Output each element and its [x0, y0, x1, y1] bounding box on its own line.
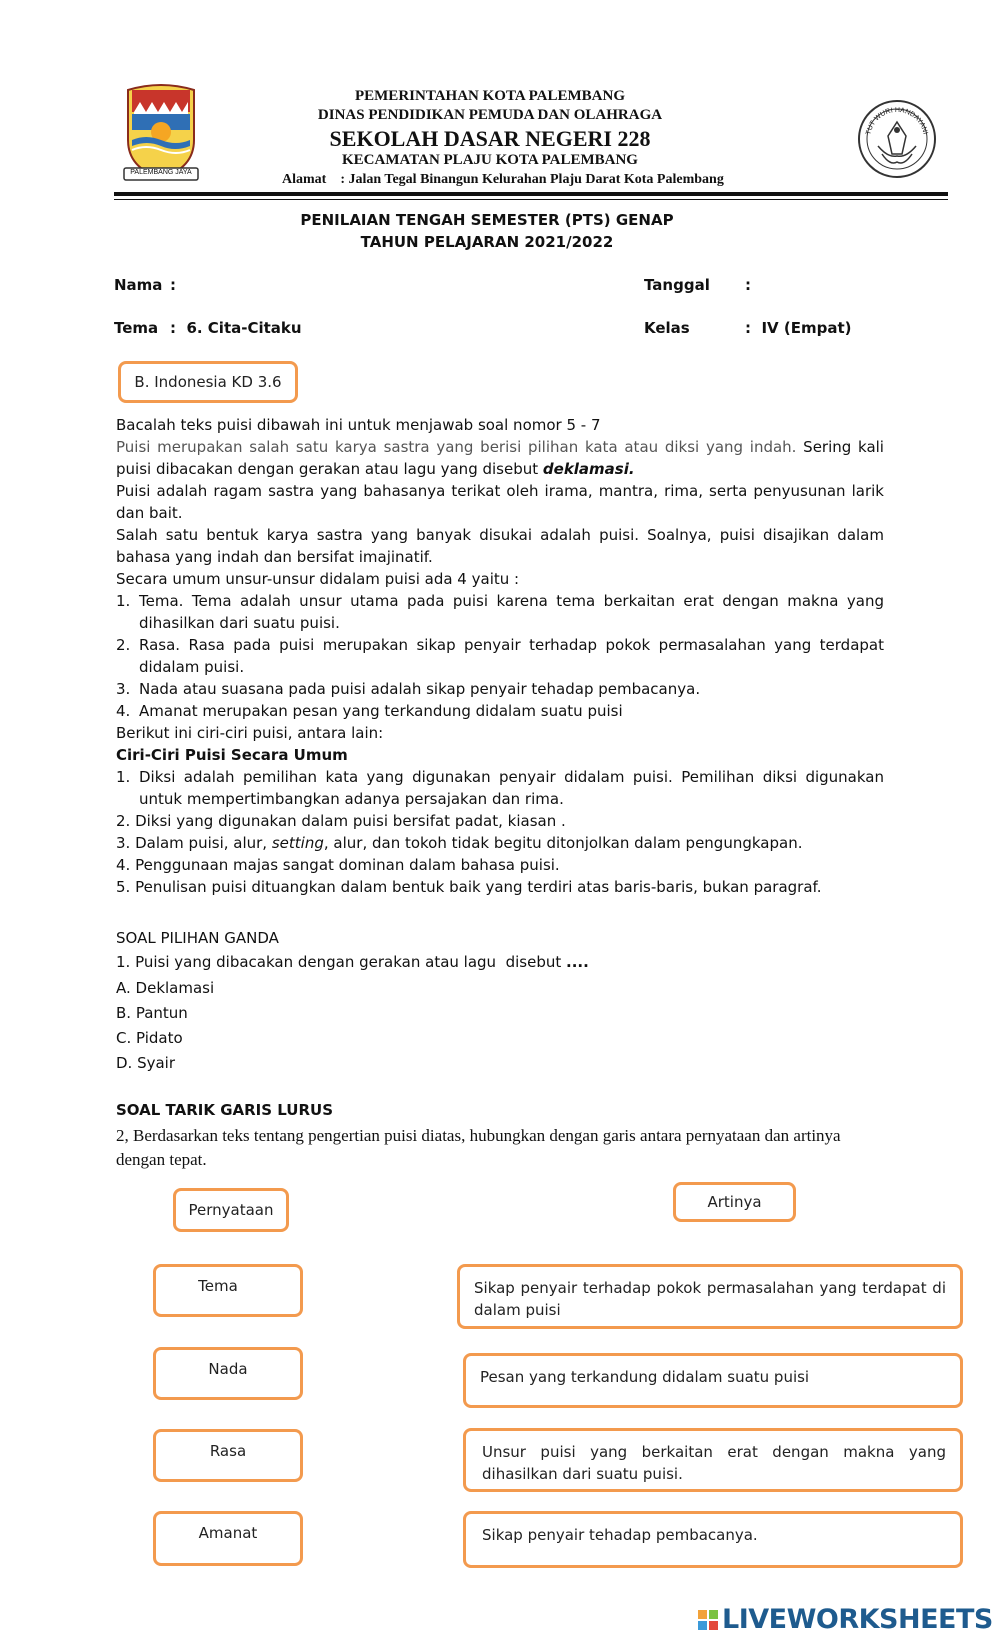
right-item-2[interactable]: Pesan yang terkandung didalam suatu puisi	[463, 1353, 963, 1408]
header-department: DINAS PENDIDIKAN PEMUDA DAN OLAHRAGA	[317, 107, 663, 123]
mc-question: 1. Puisi yang dibacakan dengan gerakan atau lagu disebut ....	[116, 953, 589, 971]
liveworksheets-brand: LIVEWORKSHEETS	[722, 1604, 993, 1635]
reading-intro: Bacalah teks puisi dibawah ini untuk menjawab soal nomor 5 - 7	[116, 416, 601, 434]
city-logo-ribbon-text: PALEMBANG JAYA	[130, 169, 192, 176]
right-item-1[interactable]: Sikap penyair terhadap pokok permasalahan yang terdapat di dalam puisi	[457, 1264, 963, 1329]
header-rule-thick	[114, 192, 948, 196]
ciri-list	[116, 766, 884, 810]
left-item-rasa[interactable]: Rasa	[153, 1429, 303, 1482]
mc-option-a[interactable]: A. Deklamasi	[116, 979, 215, 997]
reading-p1-rest: Sering kali puisi dibacakan dengan gerakan atau lagu yang disebut	[116, 438, 884, 478]
reading-paragraph-5: Berikut ini ciri-ciri puisi, antara lain:	[116, 724, 384, 742]
header-school-name: SEKOLAH DASAR NEGERI 228	[329, 126, 651, 151]
reading-paragraph-2: Puisi adalah ragam sastra yang bahasanya terikat oleh irama, mantra, rima, serta penyusunan larik dan bait.	[116, 482, 884, 522]
pernyataan-header: Pernyataan	[173, 1188, 289, 1232]
exam-title: PENILAIAN TENGAH SEMESTER (PTS) GENAP	[300, 211, 674, 229]
reading-p1-term: deklamasi.	[542, 460, 635, 478]
reading-paragraph-4: Secara umum unsur-unsur didalam puisi ada 4 yaitu :	[116, 570, 520, 588]
header-district: KECAMATAN PLAJU KOTA PALEMBANG	[342, 152, 638, 168]
address-label: Alamat	[282, 172, 327, 187]
list-item: 4. Amanat merupakan pesan yang terkandung didalam suatu puisi	[116, 702, 623, 720]
header-government: PEMERINTAHAN KOTA PALEMBANG	[354, 88, 625, 104]
list-item: 2. Rasa. Rasa pada puisi merupakan sikap penyair terhadap pokok permasalahan yang terdapat didalam puisi.	[116, 636, 884, 676]
matching-heading: SOAL TARIK GARIS LURUS	[116, 1101, 334, 1119]
tut-wuri-logo	[856, 96, 938, 186]
address-value: : Jalan Tegal Binangun Kelurahan Plaju Darat Kota Palembang	[340, 172, 724, 187]
liveworksheets-grid-icon	[698, 1610, 718, 1630]
liveworksheets-logo	[698, 1604, 993, 1635]
right-item-3[interactable]: Unsur puisi yang berkaitan erat dengan makna yang dihasilkan dari suatu puisi.	[463, 1428, 963, 1492]
kelas-value: : IV (Empat)	[745, 319, 852, 337]
ciri-item-5: 5. Penulisan puisi dituangkan dalam bentuk baik yang terdiri atas baris-baris, bukan paragraf.	[116, 878, 822, 896]
nama-colon: :	[170, 276, 176, 294]
list-item: 1. Diksi adalah pemilihan kata yang digunakan penyair didalam puisi. Pemilihan diksi digunakan untuk mempertimbangkan adanya persajakan dan rima.	[116, 768, 884, 808]
svg-text:TUT WURI HANDAYANI: TUT WURI HANDAYANI	[865, 106, 929, 136]
tanggal-colon: :	[745, 276, 751, 294]
mc-option-b[interactable]: B. Pantun	[116, 1004, 188, 1022]
header-address	[282, 172, 724, 188]
left-item-tema[interactable]: Tema	[153, 1264, 303, 1317]
tema-value: : 6. Cita-Citaku	[170, 319, 302, 337]
matching-instruction: 2, Berdasarkan teks tentang pengertian puisi diatas, hubungkan dengan garis antara pernyataan dan artinya dengan tepat.	[116, 1126, 841, 1169]
reading-text	[116, 414, 884, 898]
subject-box: B. Indonesia KD 3.6	[118, 361, 298, 403]
reading-paragraph-1	[116, 436, 884, 480]
reading-paragraph-3: Salah satu bentuk karya sastra yang banyak disukai adalah puisi. Soalnya, puisi disajikan dalam bahasa yang indah dan bersifat imajinatif.	[116, 526, 884, 566]
artinya-header: Artinya	[673, 1182, 796, 1222]
left-item-amanat[interactable]: Amanat	[153, 1511, 303, 1566]
ciri-item-4: 4. Penggunaan majas sangat dominan dalam bahasa puisi.	[116, 856, 560, 874]
ciri-item-2: 2. Diksi yang digunakan dalam puisi bersifat padat, kiasan .	[116, 812, 566, 830]
tanggal-label: Tanggal	[644, 276, 710, 294]
mc-option-d[interactable]: D. Syair	[116, 1054, 176, 1072]
left-item-nada[interactable]: Nada	[153, 1347, 303, 1400]
header-rule-thin	[114, 199, 948, 200]
mc-option-c[interactable]: C. Pidato	[116, 1029, 183, 1047]
list-item: 3. Nada atau suasana pada puisi adalah sikap penyair tehadap pembacanya.	[116, 680, 701, 698]
reading-p1-definition: Puisi merupakan salah satu karya sastra yang berisi pilihan kata atau diksi yang indah.	[116, 438, 797, 456]
exam-year: TAHUN PELAJARAN 2021/2022	[360, 233, 614, 251]
ciri-item-3: 3. Dalam puisi, alur, setting, alur, dan tokoh tidak begitu ditonjolkan dalam pengungkapan.	[116, 834, 803, 852]
mc-heading: SOAL PILIHAN GANDA	[116, 929, 279, 947]
kelas-label: Kelas	[644, 319, 690, 337]
right-item-4[interactable]: Sikap penyair tehadap pembacanya.	[463, 1511, 963, 1568]
list-item: 1. Tema. Tema adalah unsur utama pada puisi karena tema berkaitan erat dengan makna yang dihasilkan dari suatu puisi.	[116, 592, 884, 632]
ciri-heading: Ciri-Ciri Puisi Secara Umum	[116, 746, 348, 764]
unsur-list	[116, 590, 884, 722]
tema-label: Tema	[114, 319, 159, 337]
nama-label: Nama	[114, 276, 163, 294]
